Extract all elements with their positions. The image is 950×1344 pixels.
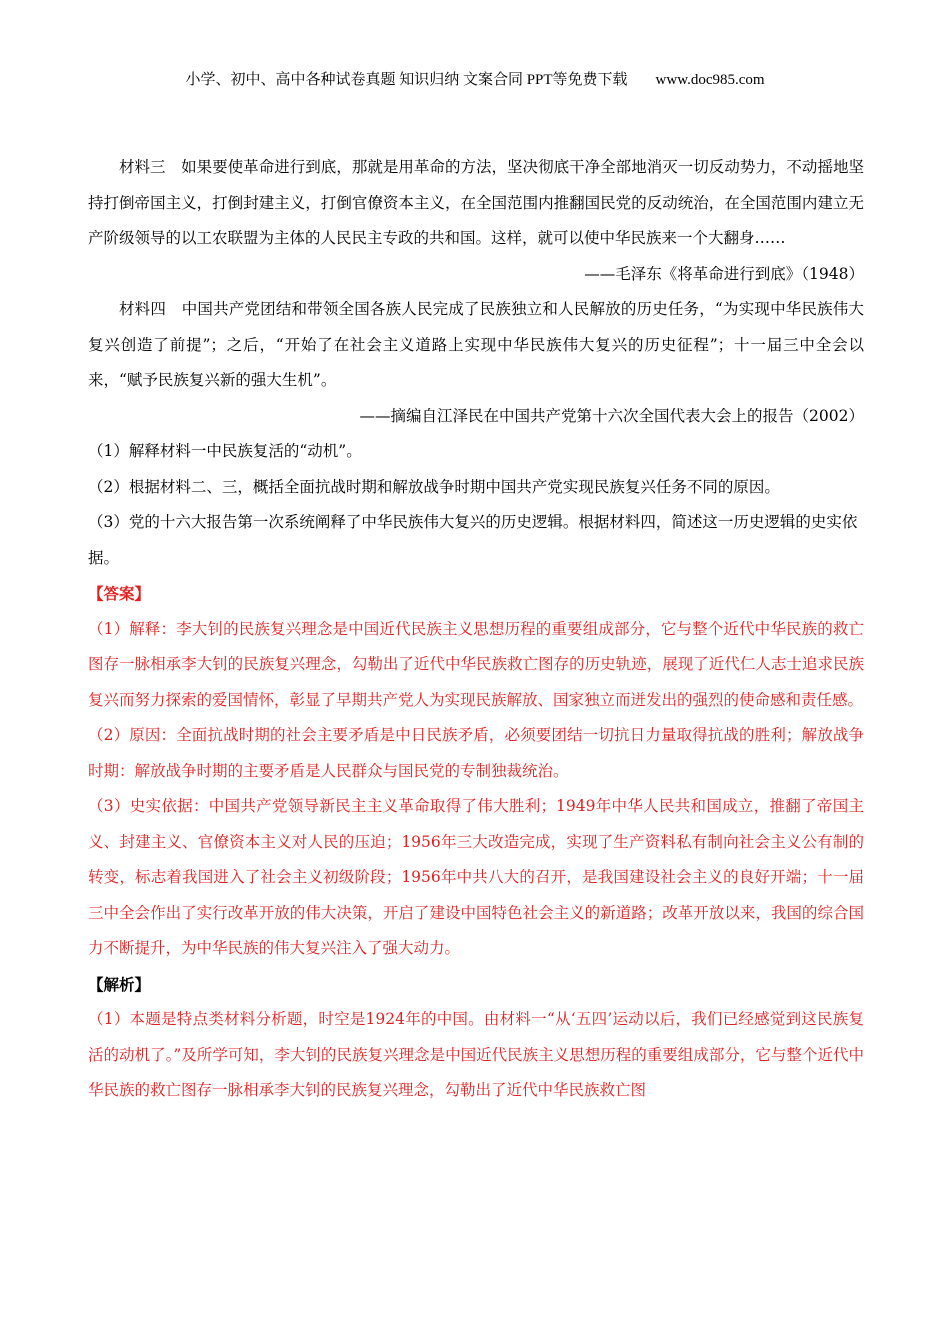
material-three: 材料三 如果要使革命进行到底，那就是用革命的方法，坚决彻底干净全部地消灭一切反动势力，不动摇地坚持打倒帝国主义，打倒封建主义，打倒官僚资本主义，在全国范围内推翻国民党的反动统治，在全国范围内建立无产阶级领导的以工农联盟为主体的人民民主专政的共和国。这样，就可以使中华民族来一个大翻身…… <box>88 158 864 247</box>
material-four: 材料四 中国共产党团结和带领全国各族人民完成了民族独立和人民解放的历史任务，“为实现中华民族伟大复兴创造了前提”；之后，“开始了在社会主义道路上实现中华民族伟大复兴的历史征程”；十一届三中全会以来，“赋予民族复兴新的强大生机”。 <box>88 300 864 389</box>
answer-3: （3）史实依据：中国共产党领导新民主主义革命取得了伟大胜利；1949年中华人民共和国成立，推翻了帝国主义、封建主义、官僚资本主义对人民的压迫；1956年三大改造完成，实现了生产资料私有制向社会主义公有制的转变，标志着我国进入了社会主义初级阶段；1956年中共八大的召开，是我国建设社会主义的良好开端；十一届三中全会作出了实行改革开放的伟大决策，开启了建设中国特色社会主义的新道路；改革开放以来，我国的综合国力不断提升，为中华民族的伟大复兴注入了强大动力。 <box>88 797 864 957</box>
header-site-link[interactable]: www.doc985.com <box>655 72 765 88</box>
answer-2: （2）原因：全面抗战时期的社会主要矛盾是中日民族矛盾，必须要团结一切抗日力量取得抗战的胜利；解放战争时期：解放战争时期的主要矛盾是人民群众与国民党的专制独裁统治。 <box>88 726 864 780</box>
question-1: （1）解释材料一中民族复活的“动机”。 <box>88 442 362 460</box>
page-header <box>0 68 950 89</box>
document-body <box>88 150 864 1109</box>
answer-label: 【答案】 <box>88 584 151 603</box>
question-2: （2）根据材料二、三，概括全面抗战时期和解放战争时期中国共产党实现民族复兴任务不同的原因。 <box>88 477 780 496</box>
material-four-source: ——摘编自江泽民在中国共产党第十六次全国代表大会上的报告（2002） <box>359 406 864 425</box>
material-three-source: ——毛泽东《将革命进行到底》（1948） <box>584 264 864 283</box>
analysis-label: 【解析】 <box>88 974 151 994</box>
question-3: （3）党的十六大报告第一次系统阐释了中华民族伟大复兴的历史逻辑。根据材料四，简述这一历史逻辑的史实依据。 <box>88 513 858 567</box>
analysis-1: （1）本题是特点类材料分析题，时空是1924年的中国。由材料一“从‘五四’运动以后，我们已经感觉到这民族复活的动机了。”及所学可知，李大钊的民族复兴理念是中国近代民族主义思想历程的重要组成部分，它与整个近代中华民族的救亡图存一脉相承李大钊的民族复兴理念，勾勒出了近代中华民族救亡图 <box>88 1010 864 1099</box>
header-text: 小学、初中、高中各种试卷真题 知识归纳 文案合同 PPT等免费下载 <box>185 72 628 88</box>
answer-1: （1）解释：李大钊的民族复兴理念是中国近代民族主义思想历程的重要组成部分，它与整个近代中华民族的救亡图存一脉相承李大钊的民族复兴理念，勾勒出了近代中华民族救亡图存的历史轨迹，展现了近代仁人志士追求民族复兴而努力探索的爱国情怀，彰显了早期共产党人为实现民族解放、国家独立而迸发出的强烈的使命感和责任感。 <box>88 619 864 709</box>
